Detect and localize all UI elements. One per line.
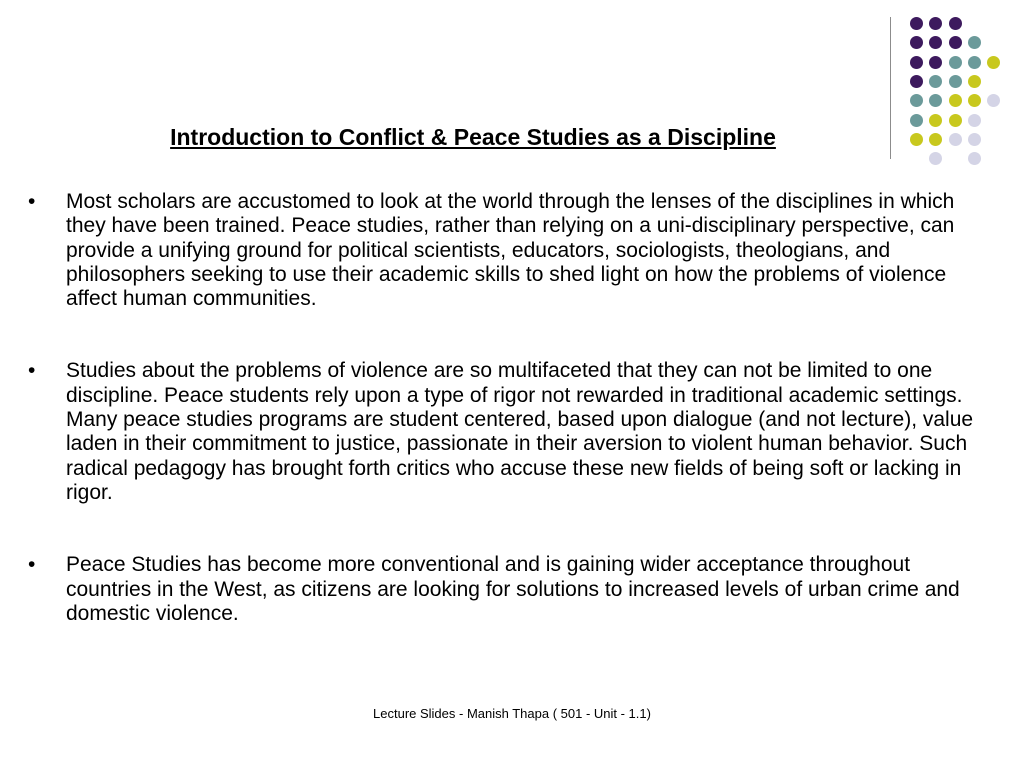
decorative-dot	[987, 56, 1000, 69]
slide-title: Introduction to Conflict & Peace Studies as a Discipline	[170, 124, 776, 150]
bullet-marker: •	[28, 553, 36, 577]
bullet-item	[28, 359, 996, 505]
decorative-dot	[968, 56, 981, 69]
decorative-dot	[929, 152, 942, 165]
bullet-item	[28, 553, 996, 626]
bullet-text: Most scholars are accustomed to look at the world through the lenses of the disciplines in which they have been trained. Peace studies, rather than relying on a uni-disciplinary perspective, can provide a unifying ground for political scientists, educators, sociologists, theologians, and philosophers seeking to use their academic skills to shed light on how the problems of violence affect human communities.	[66, 190, 955, 311]
decorative-dot	[910, 17, 923, 30]
bullet-item	[28, 190, 996, 311]
decorative-dot	[929, 56, 942, 69]
decorative-dot	[929, 133, 942, 146]
decorative-dot	[929, 17, 942, 30]
bullet-text: Peace Studies has become more conventional and is gaining wider acceptance throughout countries in the West, as citizens are looking for solutions to increased levels of urban crime and domestic violence.	[66, 553, 960, 625]
decorative-dot	[949, 56, 962, 69]
decorative-dot	[910, 75, 923, 88]
decorative-dot	[949, 17, 962, 30]
decorative-dot	[929, 94, 942, 107]
decorative-dot	[968, 36, 981, 49]
decorative-dot	[910, 133, 923, 146]
decorative-dot	[968, 114, 981, 127]
decorative-dot	[949, 94, 962, 107]
decorative-dot	[910, 36, 923, 49]
bullet-text: Studies about the problems of violence are so multifaceted that they can not be limited to one discipline. Peace students rely upon a type of rigor not rewarded in traditional academic settings. Many peace studies programs are student centered, based upon dialogue (and not lecture), value laden in their commitment to justice, passionate in their aversion to violent human behavior. Such radical pedagogy has brought forth critics who accuse these new fields of being soft or lacking in rigor.	[66, 359, 974, 504]
decorative-dot	[949, 75, 962, 88]
bullet-list	[28, 190, 996, 626]
decorative-dot	[929, 36, 942, 49]
decorative-dot	[929, 75, 942, 88]
slide-footer: Lecture Slides - Manish Thapa ( 501 - Unit - 1.1)	[373, 706, 651, 721]
decorative-dot	[968, 133, 981, 146]
vertical-divider-line	[890, 17, 891, 159]
decorative-dot	[949, 114, 962, 127]
decorative-dot	[949, 133, 962, 146]
decorative-dot	[968, 75, 981, 88]
decorative-dot	[910, 56, 923, 69]
decorative-dot	[949, 36, 962, 49]
decorative-dot	[929, 114, 942, 127]
decorative-dot	[910, 94, 923, 107]
bullet-marker: •	[28, 359, 36, 383]
bullet-marker: •	[28, 190, 36, 213]
decorative-dot	[968, 94, 981, 107]
decorative-dot-grid	[0, 0, 1024, 180]
decorative-dot	[968, 152, 981, 165]
decorative-dot	[987, 94, 1000, 107]
decorative-dot	[910, 114, 923, 127]
